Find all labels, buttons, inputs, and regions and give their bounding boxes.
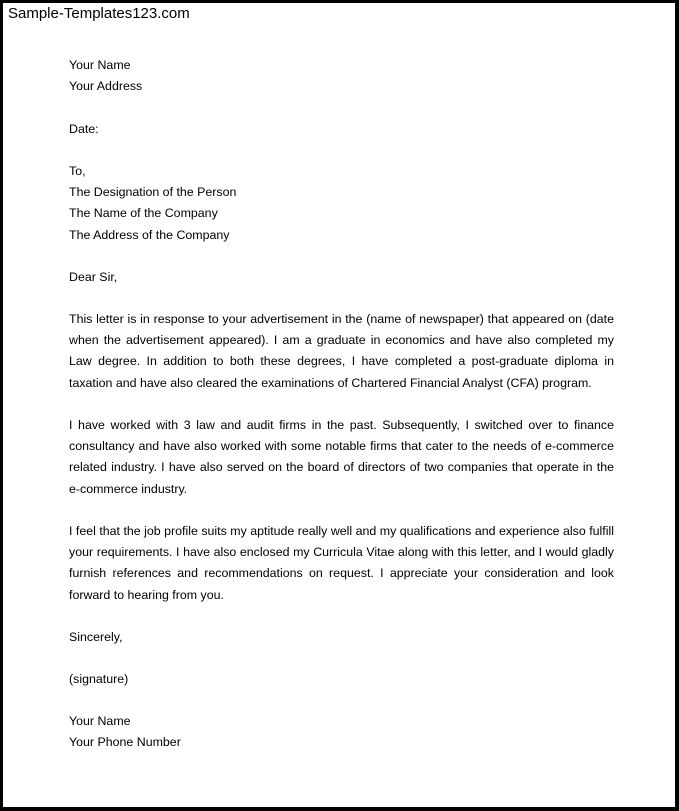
- body-paragraph-2: I have worked with 3 law and audit firms in the past. Subsequently, I switched over to finance consultancy and have also worked with some notable firms that cater to the needs of e-commerce related industry. I have also served on the board of directors of two companies that operate in the e-commerce industry.: [69, 418, 614, 496]
- site-watermark: Sample-Templates123.com: [8, 5, 190, 22]
- recipient-company-address: The Address of the Company: [69, 228, 230, 242]
- footer-phone: Your Phone Number: [69, 735, 181, 749]
- signature-placeholder: (signature): [69, 672, 129, 686]
- recipient-designation: The Designation of the Person: [69, 185, 237, 199]
- sender-name: Your Name: [69, 58, 131, 72]
- salutation: Dear Sir,: [69, 270, 118, 284]
- closing: Sincerely,: [69, 630, 123, 644]
- footer-name: Your Name: [69, 714, 131, 728]
- date-label: Date:: [69, 122, 99, 136]
- sender-address: Your Address: [69, 79, 143, 93]
- recipient-to: To,: [69, 164, 86, 178]
- body-paragraph-1: This letter is in response to your advertisement in the (name of newspaper) that appeared on (date when the advertisement appeared). I am a graduate in economics and have also completed my Law degree. In addition to both these degrees, I have completed a post-graduate diploma in taxation and have also cleared the examinations of Chartered Financial Analyst (CFA) program.: [69, 312, 614, 390]
- recipient-company-name: The Name of the Company: [69, 206, 218, 220]
- document-page: [3, 3, 675, 807]
- body-paragraph-3: I feel that the job profile suits my aptitude really well and my qualifications and experience also fulfill your requirements. I have also enclosed my Curricula Vitae along with this letter, and I would gladly furnish references and recommendations on request. I appreciate your consideration and look forward to hearing from you.: [69, 524, 614, 602]
